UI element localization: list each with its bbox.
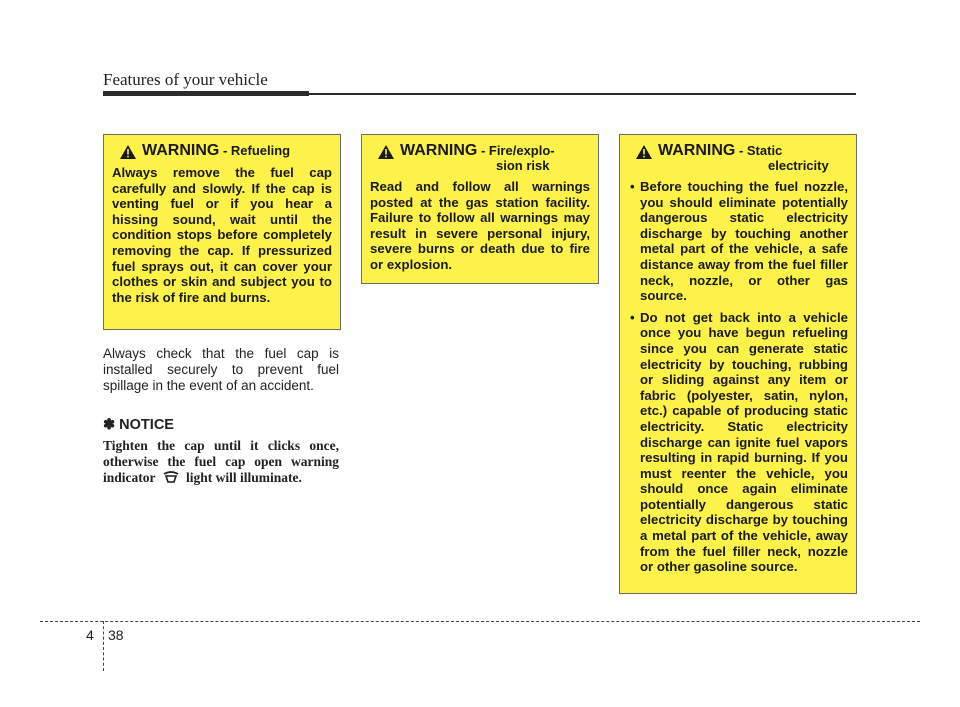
warning-static-list (628, 179, 848, 575)
header-rule-thin (309, 93, 856, 95)
warning-refueling-body: Always remove the fuel cap carefully and slowly. If the cap is venting fuel or if you hear a hissing sound, wait until the condition stops before completely removing the cap. If pressurized fuel sprays out, it can cover your clothes or skin and subject you to the risk of fire and burns. (112, 165, 332, 305)
warning-static-header (628, 143, 848, 173)
warning-fire-body: Read and follow all warnings posted at the gas station facility. Failure to follow all warnings may result in severe personal injury, severe burns or death due to fire or explosion. (370, 179, 590, 272)
warning-word: WARNING (400, 142, 478, 159)
warning-subtitle: - Static (735, 143, 783, 158)
warning-refueling-box (103, 134, 341, 330)
warning-refueling-header (112, 143, 332, 159)
notice-text-after: light will illuminate. (186, 470, 302, 485)
notice-text-before: Tighten the cap until it clicks once, otherwise the fuel cap open warning indicator (103, 438, 339, 485)
warning-subtitle-line2: electricity (768, 158, 829, 173)
notice-title: ✽ NOTICE (103, 417, 174, 433)
warning-fire-box (361, 134, 599, 284)
warning-triangle-icon (120, 145, 136, 159)
warning-word: WARNING (658, 142, 736, 159)
fuel-cap-instruction: Always check that the fuel cap is installed securely to prevent fuel spillage in the event of an accident. (103, 346, 339, 393)
warning-fire-header (370, 143, 590, 173)
warning-subtitle: - Refueling (219, 143, 291, 158)
warning-subtitle: - Fire/explo- (477, 143, 555, 158)
page-header-title: Features of your vehicle (103, 70, 268, 89)
list-item: • Do not get back into a vehicle once you have begun refueling since you can generate static electricity by touching, rubbing or sliding against any item or fabric (polyester, satin, nylon, etc.) capable of producing static electricity. Static electricity discharge can ignite fuel vapors resulting in rapid burning. If you must reenter the vehicle, you should once again eliminate potentially dangerous static electricity discharge by touching a metal part of the vehicle, away from the fuel filler neck, nozzle or other gasoline source. (628, 310, 848, 575)
chapter-number: 4 (86, 627, 94, 643)
list-item: • Before touching the fuel nozzle, you should eliminate potentially dangerous static electricity discharge by touching another metal part of the vehicle, a safe distance away from the fuel filler neck, nozzle, or other gas source. (628, 179, 848, 304)
footer-divider (40, 621, 920, 622)
warning-triangle-icon (636, 145, 652, 159)
warning-triangle-icon (378, 145, 394, 159)
notice-text (103, 438, 339, 486)
fuel-cap-warning-icon (162, 471, 180, 483)
header-rule-thick (103, 91, 309, 96)
warning-static-box (619, 134, 857, 594)
warning-word: WARNING (142, 142, 220, 159)
warning-subtitle-line2: sion risk (496, 158, 550, 173)
footer-vertical-divider (103, 621, 104, 671)
page-number: 38 (108, 627, 124, 643)
